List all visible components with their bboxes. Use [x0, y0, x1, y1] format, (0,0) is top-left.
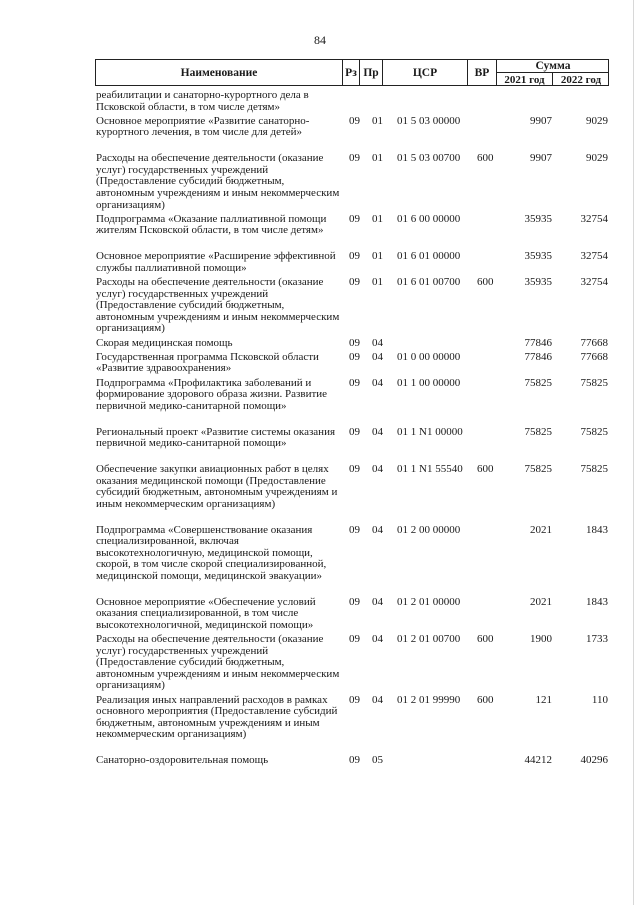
row-sum-2021: 44212 [524, 754, 552, 767]
row-sum-2021: 2021 [530, 523, 552, 536]
row-name: реабилитации и санаторно-курортного дела в Псковской области, в том числе детям» [96, 89, 309, 113]
row-rz: 09 [349, 114, 360, 127]
row-pr: 04 [372, 425, 383, 438]
row-rz: 09 [349, 336, 360, 349]
row-name: Основное мероприятие «Расширение эффективной службы паллиативной помощи» [96, 250, 336, 274]
row-pr: 04 [372, 336, 383, 349]
header-pr: Пр [360, 60, 383, 86]
row-pr: 04 [372, 462, 383, 475]
row-sum-2022: 40296 [580, 754, 608, 767]
header-name: Наименование [96, 60, 343, 86]
row-sum-2021: 35935 [524, 212, 552, 225]
header-csr: ЦСР [383, 60, 468, 86]
row-pr: 04 [372, 350, 383, 363]
row-pr: 04 [372, 633, 383, 646]
row-sum-2021: 35935 [524, 250, 552, 263]
header-year-2021: 2021 год [497, 73, 553, 86]
row-sum-2021: 75825 [524, 425, 552, 438]
row-pr: 01 [372, 275, 383, 288]
row-sum-2021: 75825 [524, 462, 552, 475]
row-vr: 600 [477, 462, 494, 475]
row-sum-2022: 110 [591, 693, 608, 706]
table-row [0, 695, 640, 756]
row-name: Основное мероприятие «Развитие санаторно-курортного лечения, в том числе для детей» [96, 114, 310, 139]
header-vr: ВР [468, 60, 497, 86]
row-name: Расходы на обеспечение деятельности (оказание услуг) государственных учреждений (Предоставление субсидий бюджетным, автономным учреждениям и иным некоммерческим организациям) [96, 152, 340, 211]
row-rz: 09 [349, 523, 360, 536]
row-sum-2022: 9029 [586, 152, 608, 165]
row-sum-2022: 77668 [580, 350, 608, 363]
row-pr: 04 [372, 693, 383, 706]
row-name: Основное мероприятие «Обеспечение условий оказания специализированной, в том числе высокотехнологичной, медицинской помощи» [96, 595, 316, 631]
row-pr: 01 [372, 250, 383, 263]
row-sum-2021: 121 [535, 693, 552, 706]
row-name: Региональный проект «Развитие системы оказания первичной медико-санитарной помощи» [96, 425, 336, 450]
table-row [0, 427, 640, 464]
row-name: Санаторно-оздоровительная помощь [96, 754, 269, 767]
row-csr: 01 2 01 00000 [397, 595, 461, 608]
row-sum-2021: 9907 [530, 152, 552, 165]
row-csr: 01 0 00 00000 [397, 350, 461, 363]
table-row [0, 251, 640, 277]
row-pr: 05 [372, 754, 383, 767]
row-rz: 09 [349, 754, 360, 767]
row-sum-2021: 77846 [524, 350, 552, 363]
row-vr: 600 [477, 152, 494, 165]
row-sum-2021: 35935 [524, 275, 552, 288]
row-sum-2022: 1733 [586, 633, 608, 646]
page-number: 84 [314, 33, 326, 47]
row-csr: 01 5 03 00000 [397, 114, 461, 127]
row-rz: 09 [349, 633, 360, 646]
row-pr: 01 [372, 212, 383, 225]
row-csr: 01 5 03 00700 [397, 152, 461, 165]
row-csr: 01 2 01 00700 [397, 633, 461, 646]
row-pr: 04 [372, 523, 383, 536]
table-header [95, 59, 609, 86]
row-pr: 01 [372, 114, 383, 127]
row-vr: 600 [477, 633, 494, 646]
row-rz: 09 [349, 212, 360, 225]
table-row [0, 116, 640, 153]
row-rz: 09 [349, 693, 360, 706]
row-csr: 01 6 01 00000 [397, 250, 461, 263]
row-rz: 09 [349, 250, 360, 263]
table-row [0, 597, 640, 634]
row-sum-2021: 2021 [530, 595, 552, 608]
row-sum-2021: 75825 [524, 376, 552, 389]
row-name: Реализация иных направлений расходов в рамках основного мероприятия (Предоставление субсидий бюджетным, автономным учреждениям и иным некоммерческим организациям) [96, 693, 338, 741]
row-sum-2022: 75825 [580, 462, 608, 475]
table-row [0, 90, 640, 116]
row-sum-2022: 32754 [580, 212, 608, 225]
row-name: Обеспечение закупки авиационных работ в целях оказания медицинской помощи (Предоставление субсидий бюджетным, автономным учреждениям и иным некоммерческим организациям) [96, 462, 338, 510]
table-row [0, 352, 640, 378]
table-row [0, 755, 640, 769]
row-csr: 01 6 01 00700 [397, 275, 461, 288]
row-name: Расходы на обеспечение деятельности (оказание услуг) государственных учреждений (Предоставление субсидий бюджетным, автономным учреждениям и иным некоммерческим организациям) [96, 633, 340, 692]
header-year-2022: 2022 год [560, 73, 602, 86]
row-rz: 09 [349, 462, 360, 475]
row-name: Государственная программа Псковской области «Развитие здравоохранения» [96, 350, 319, 375]
row-csr: 01 2 01 99990 [397, 693, 461, 706]
row-vr: 600 [477, 275, 494, 288]
row-pr: 04 [372, 376, 383, 389]
row-pr: 01 [372, 152, 383, 165]
row-sum-2022: 32754 [580, 275, 608, 288]
row-rz: 09 [349, 595, 360, 608]
row-rz: 09 [349, 350, 360, 363]
row-sum-2021: 1900 [530, 633, 552, 646]
row-sum-2022: 77668 [580, 336, 608, 349]
table-row [0, 338, 640, 352]
row-sum-2022: 1843 [586, 595, 608, 608]
row-csr: 01 1 N1 55540 [397, 462, 463, 475]
row-rz: 09 [349, 152, 360, 165]
row-csr: 01 1 N1 00000 [397, 425, 463, 438]
row-sum-2021: 9907 [530, 114, 552, 127]
row-pr: 04 [372, 595, 383, 608]
row-rz: 09 [349, 275, 360, 288]
row-sum-2022: 32754 [580, 250, 608, 263]
row-sum-2022: 75825 [580, 376, 608, 389]
row-name: Подпрограмма «Совершенствование оказания специализированной, включая высокотехнологичную, медицинской помощи, скорой, в том числе скорой специализированной, медицинской помощи, медицинской эвакуации» [96, 523, 327, 582]
table-row [0, 378, 640, 427]
table-row [0, 525, 640, 597]
header-rz: Рз [343, 60, 360, 86]
table-row [0, 214, 640, 251]
row-csr: 01 2 00 00000 [397, 523, 461, 536]
table-row [0, 464, 640, 525]
page-edge-line [633, 0, 634, 905]
row-csr: 01 6 00 00000 [397, 212, 461, 225]
row-name: Расходы на обеспечение деятельности (оказание услуг) государственных учреждений (Предоставление субсидий бюджетным, автономным учреждениям и иным некоммерческим организациям) [96, 275, 340, 335]
table-row [0, 277, 640, 338]
row-sum-2022: 1843 [586, 523, 608, 536]
row-csr: 01 1 00 00000 [397, 376, 461, 389]
row-vr: 600 [477, 693, 494, 706]
row-sum-2021: 77846 [524, 336, 552, 349]
header-sum: Сумма [497, 60, 609, 73]
row-name: Подпрограмма «Оказание паллиативной помощи жителям Псковской области, в том числе детям» [96, 212, 327, 237]
table-row [0, 634, 640, 695]
row-name: Скорая медицинская помощь [96, 336, 233, 349]
table-row [0, 153, 640, 214]
row-sum-2022: 75825 [580, 425, 608, 438]
row-name: Подпрограмма «Профилактика заболеваний и формирование здорового образа жизни. Развитие первичной медико-санитарной помощи» [96, 376, 328, 412]
row-rz: 09 [349, 376, 360, 389]
row-rz: 09 [349, 425, 360, 438]
row-sum-2022: 9029 [586, 114, 608, 127]
table-body [0, 90, 640, 769]
